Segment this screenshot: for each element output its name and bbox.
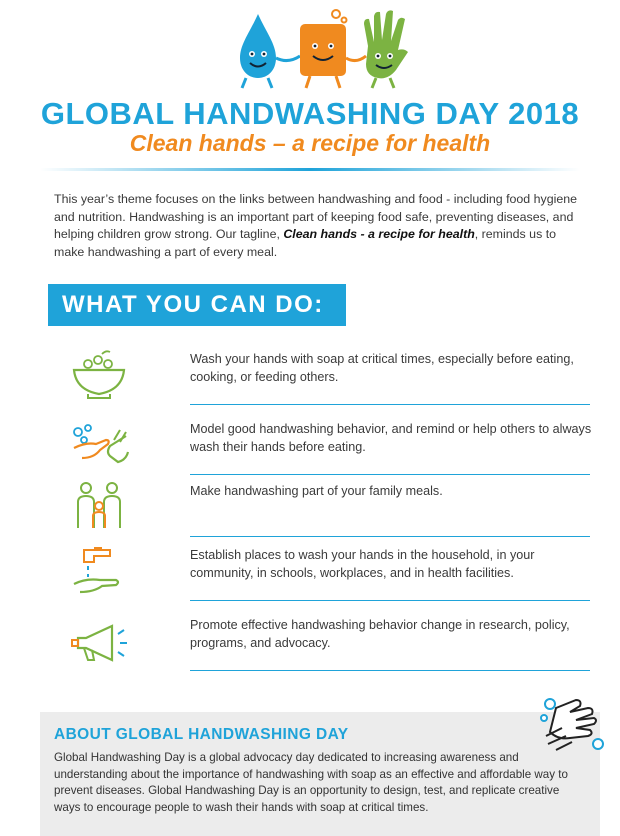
water-drop-icon <box>240 14 276 88</box>
megaphone-icon <box>66 614 132 666</box>
action-text: Wash your hands with soap at critical times, especially before eating, cooking, or feeding others. <box>190 352 574 384</box>
action-item <box>50 474 590 540</box>
action-divider <box>190 536 590 537</box>
intro-tagline: Clean hands - a recipe for health <box>283 227 475 242</box>
header-divider <box>40 168 580 171</box>
action-item <box>50 538 590 604</box>
helping-hands-icon <box>66 418 132 470</box>
action-item <box>50 342 590 408</box>
page-title: GLOBAL HANDWASHING DAY 2018 <box>40 96 580 131</box>
food-bowl-icon <box>66 348 132 400</box>
about-section <box>40 712 600 836</box>
family-icon <box>66 480 132 532</box>
intro-paragraph <box>54 191 584 261</box>
intro-text-end: , reminds us to make handwashing a part of every meal. <box>54 227 557 259</box>
action-text: Promote effective handwashing behavior change in research, policy, programs, and advocacy. <box>190 618 570 650</box>
action-divider <box>190 404 590 405</box>
page-subtitle: Clean hands – a recipe for health <box>129 130 491 156</box>
what-you-can-do-heading: WHAT YOU CAN DO: <box>48 284 346 326</box>
hand-icon <box>364 10 408 88</box>
soap-bar-icon <box>300 10 347 88</box>
about-text: Global Handwashing Day is a global advocacy day dedicated to increasing awareness and understanding about the importance of handwashing with soap as an effective and affordable way to prevent diseases. Global Handwashing Day is an opportunity to design, test, and replicate creative ways to encourage people to wash their hands with soap at critical times. <box>54 751 568 814</box>
action-text: Make handwashing part of your family meals. <box>190 484 443 498</box>
action-divider <box>190 600 590 601</box>
mascots-illustration <box>228 6 418 92</box>
action-item <box>50 412 590 478</box>
faucet-icon <box>66 544 132 596</box>
intro-text-start: This year’s theme focuses on the links between handwashing and food - including food hygiene and nutrition. Handwashing is an important part of keeping food safe, preventing diseases, and helping children grow strong. Our tagline, <box>54 192 578 242</box>
action-text: Establish places to wash your hands in the household, in your community, in schools, workplaces, and in health facilities. <box>190 548 535 580</box>
action-text: Model good handwashing behavior, and remind or help others to always wash their hands before eating. <box>190 422 592 454</box>
mascots-logo <box>228 6 418 92</box>
washing-hands-icon <box>536 694 608 758</box>
action-divider <box>190 670 590 671</box>
action-item <box>50 608 590 674</box>
about-title: ABOUT GLOBAL HANDWASHING DAY <box>54 726 349 743</box>
